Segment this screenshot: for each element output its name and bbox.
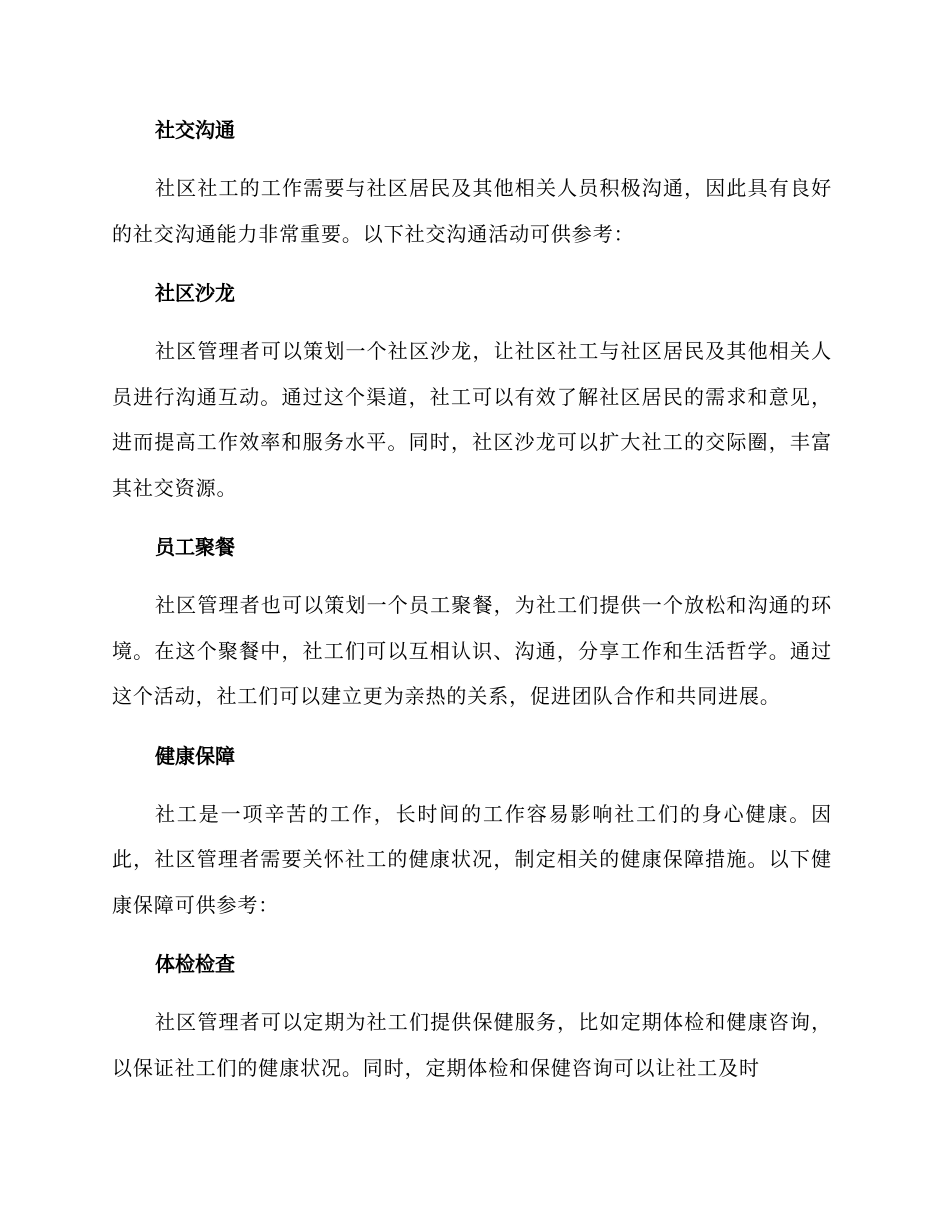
section-heading-physical-exam: 体检检查 — [155, 952, 235, 976]
section-paragraph-health-protection: 社工是一项辛苦的工作，长时间的工作容易影响社工们的身心健康。因此，社区管理者需要关怀社工的健康状况，制定相关的健康保障措施。以下健康保障可供参考： — [112, 801, 832, 917]
section-heading-health-protection: 健康保障 — [155, 743, 235, 768]
section-heading-staff-dinner: 员工聚餐 — [155, 535, 235, 559]
section-paragraph-physical-exam: 社区管理者可以定期为社工们提供保健服务，比如定期体检和健康咨询，以保证社工们的健康状况。同时，定期体检和保健咨询可以让社工及时 — [112, 1010, 832, 1080]
section-heading-community-salon: 社区沙龙 — [155, 281, 235, 305]
section-paragraph-community-salon: 社区管理者可以策划一个社区沙龙，让社区社工与社区居民及其他相关人员进行沟通互动。通过这个渠道，社工可以有效了解社区居民的需求和意见，进而提高工作效率和服务水平。同时，社区沙龙可以扩大社工的交际圈，丰富其社交资源。 — [112, 339, 832, 500]
document-page — [112, 108, 832, 1091]
section-paragraph-staff-dinner: 社区管理者也可以策划一个员工聚餐，为社工们提供一个放松和沟通的环境。在这个聚餐中，社工们可以互相认识、沟通，分享工作和生活哲学。通过这个活动，社工们可以建立更为亲热的关系，促进团队合作和共同进展。 — [112, 593, 832, 708]
section-paragraph-social-communication: 社区社工的工作需要与社区居民及其他相关人员积极沟通，因此具有良好的社交沟通能力非常重要。以下社交沟通活动可供参考： — [112, 176, 832, 246]
section-heading-social-communication: 社交沟通 — [155, 118, 235, 142]
